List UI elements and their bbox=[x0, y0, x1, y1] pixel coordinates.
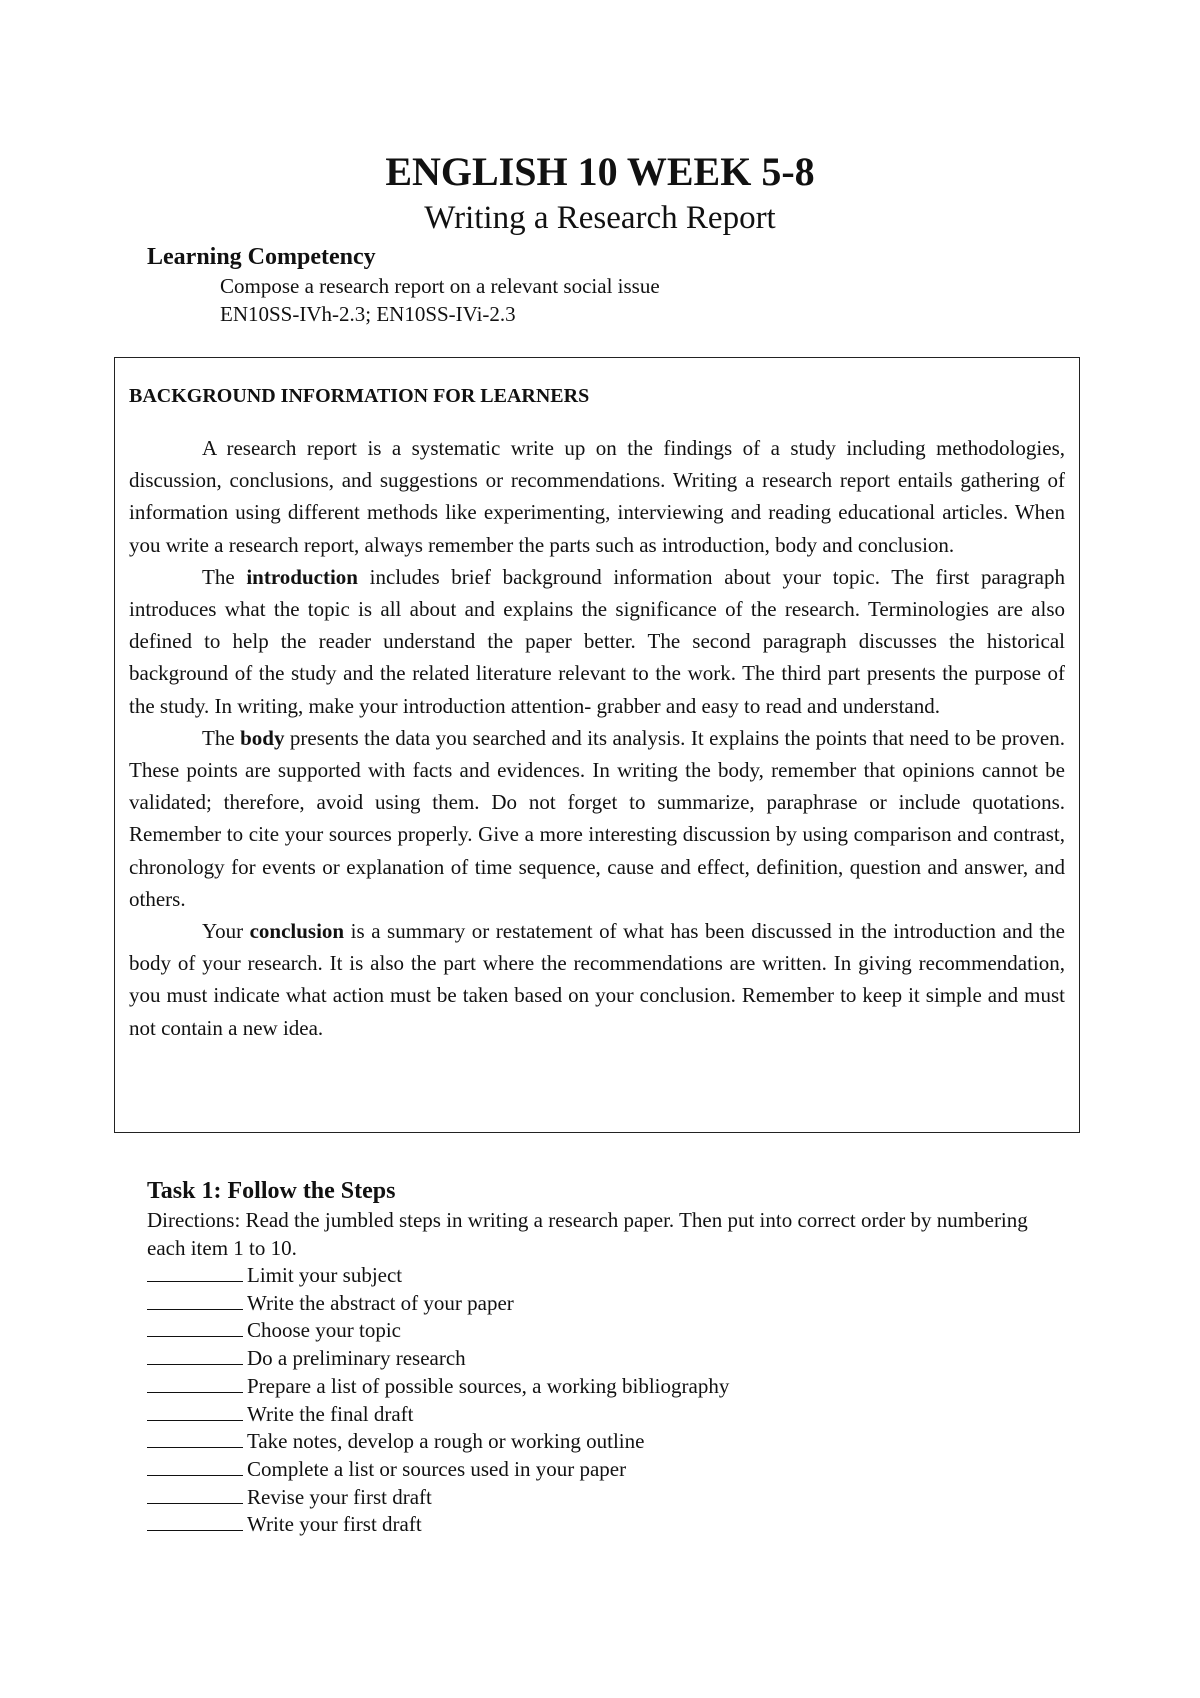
step-text: Write the final draft bbox=[247, 1401, 414, 1426]
list-item bbox=[147, 1262, 729, 1290]
page-title: ENGLISH 10 WEEK 5-8 bbox=[385, 149, 815, 194]
answer-blank[interactable] bbox=[147, 1263, 243, 1282]
introduction-lead: The bbox=[202, 564, 247, 589]
body-lead: The bbox=[202, 725, 241, 750]
paragraph-conclusion bbox=[129, 915, 1065, 1044]
list-item bbox=[147, 1317, 729, 1345]
list-item bbox=[147, 1428, 729, 1456]
jumbled-steps-list bbox=[147, 1262, 729, 1539]
task1-heading: Task 1: Follow the Steps bbox=[147, 1178, 396, 1204]
paragraph-overview: A research report is a systematic write up on the findings of a study including methodologies, discussion, conclusions, and suggestions or recommendations. Writing a research report entails gathering of information using different methods like experimenting, interviewing and reading educational articles. When you write a research report, always remember the parts such as introduction, body and conclusion. bbox=[129, 436, 1065, 557]
list-item bbox=[147, 1401, 729, 1429]
learning-competency-heading: Learning Competency bbox=[147, 244, 376, 270]
answer-blank[interactable] bbox=[147, 1429, 243, 1448]
step-text: Do a preliminary research bbox=[247, 1346, 466, 1371]
answer-blank[interactable] bbox=[147, 1291, 243, 1310]
step-text: Prepare a list of possible sources, a working bibliography bbox=[247, 1373, 730, 1398]
list-item bbox=[147, 1511, 729, 1539]
paragraph-body bbox=[129, 722, 1065, 915]
step-text: Complete a list or sources used in your paper bbox=[247, 1456, 627, 1481]
competency-description: Compose a research report on a relevant social issue bbox=[220, 274, 660, 298]
step-text: Limit your subject bbox=[247, 1263, 403, 1287]
answer-blank[interactable] bbox=[147, 1318, 243, 1337]
introduction-term: introduction bbox=[246, 564, 358, 589]
list-item bbox=[147, 1456, 729, 1484]
answer-blank[interactable] bbox=[147, 1346, 243, 1365]
step-text: Take notes, develop a rough or working outline bbox=[247, 1429, 645, 1454]
list-item bbox=[147, 1484, 729, 1512]
answer-blank[interactable] bbox=[147, 1485, 243, 1504]
competency-codes: EN10SS-IVh-2.3; EN10SS-IVi-2.3 bbox=[220, 302, 516, 326]
step-text: Write your first draft bbox=[247, 1512, 422, 1537]
background-info-box bbox=[114, 357, 1080, 1133]
answer-blank[interactable] bbox=[147, 1374, 243, 1393]
conclusion-lead: Your bbox=[202, 919, 250, 944]
answer-blank[interactable] bbox=[147, 1457, 243, 1476]
conclusion-term: conclusion bbox=[249, 919, 345, 944]
step-text: Revise your first draft bbox=[247, 1484, 432, 1509]
conclusion-text: is a summary or restatement of what has been discussed in the introduction and the body of your research. It is also the part where the recommendations are written. In giving recommendation, you must indicate what action must be taken based on your conclusion. Remember to keep it simple and must not contain a new idea. bbox=[129, 919, 1065, 1040]
paragraph-introduction bbox=[129, 561, 1065, 722]
body-text: presents the data you searched and its analysis. It explains the points that need to be proven. These points are supported with facts and evidences. In writing the body, remember that opinions cannot be validated; therefore, avoid using them. Do not forget to summarize, paraphrase or include quotations. Remember to cite your sources properly. Give a more interesting discussion by using comparison and contrast, chronology for events or explanation of time sequence, cause and effect, definition, question and answer, and others. bbox=[129, 725, 1065, 911]
list-item bbox=[147, 1345, 729, 1373]
step-text: Choose your topic bbox=[247, 1318, 401, 1343]
answer-blank[interactable] bbox=[147, 1402, 243, 1421]
body-term: body bbox=[240, 725, 285, 750]
answer-blank[interactable] bbox=[147, 1512, 243, 1531]
list-item bbox=[147, 1290, 729, 1318]
step-text: Write the abstract of your paper bbox=[247, 1290, 514, 1315]
page-subtitle: Writing a Research Report bbox=[424, 200, 776, 236]
background-body bbox=[129, 432, 1065, 1044]
introduction-text: includes brief background information about your topic. The first paragraph introduces what the topic is all about and explains the significance of the research. Terminologies are also defined to help the reader understand the paper better. The second paragraph discusses the historical background of the study and the related literature relevant to the work. The third part presents the purpose of the study. In writing, make your introduction attention- grabber and easy to read and understand. bbox=[129, 564, 1065, 718]
list-item bbox=[147, 1373, 729, 1401]
task1-directions: Directions: Read the jumbled steps in writing a research paper. Then put into correct order by numbering each item 1 to 10. bbox=[147, 1208, 1028, 1260]
background-heading: BACKGROUND INFORMATION FOR LEARNERS bbox=[129, 385, 590, 407]
